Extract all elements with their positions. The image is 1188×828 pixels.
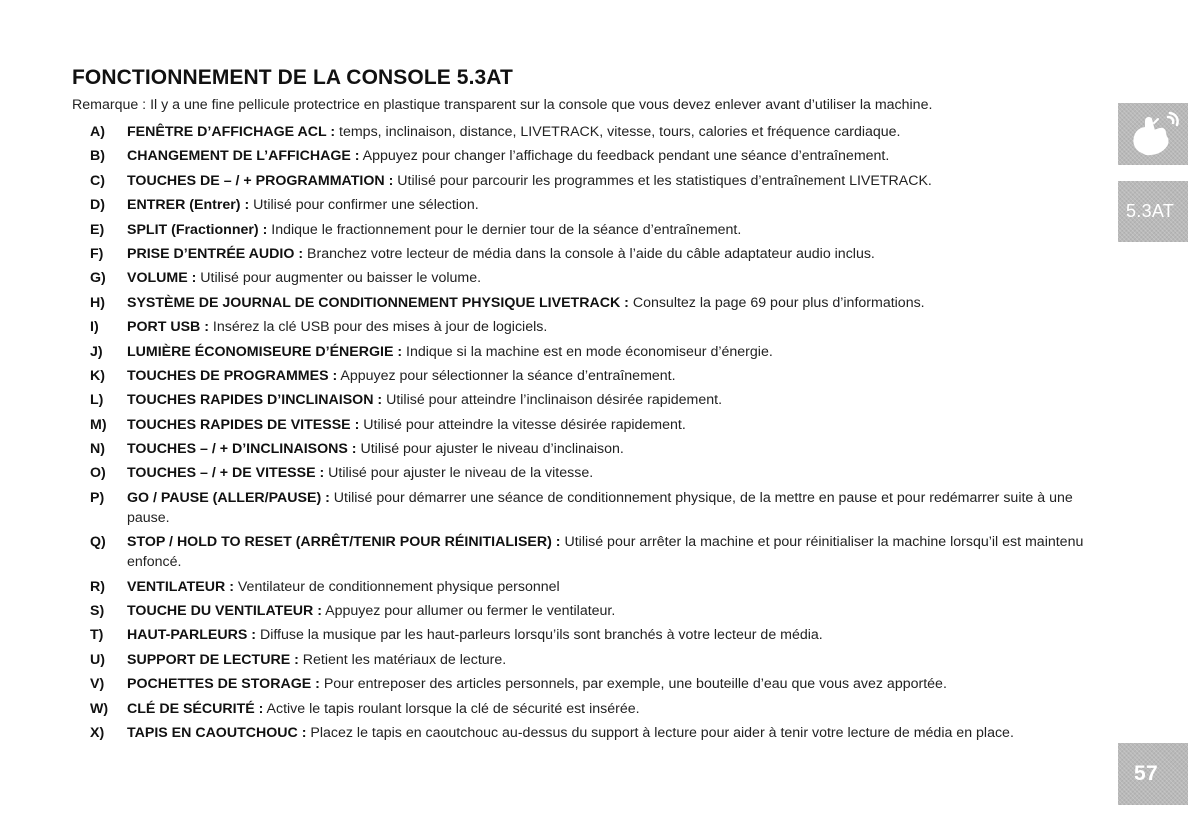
side-tab-model	[1118, 181, 1188, 242]
item-letter: C)	[90, 172, 105, 189]
item-letter: F)	[90, 245, 104, 262]
item-term: GO / PAUSE (ALLER/PAUSE) :	[127, 489, 330, 506]
list-item	[90, 674, 1090, 694]
item-description: Appuyez pour sélectionner la séance d’entraînement.	[337, 367, 676, 384]
list-item	[90, 317, 1090, 337]
list-item	[90, 293, 1090, 313]
item-description: Utilisé pour arrêter la machine et pour réinitialiser la machine lorsqu’il est maintenu enfoncé.	[127, 534, 1084, 571]
item-description: Active le tapis roulant lorsque la clé de sécurité est insérée.	[263, 700, 640, 717]
item-letter: H)	[90, 294, 105, 311]
list-item	[90, 532, 1090, 572]
item-letter: U)	[90, 651, 105, 668]
item-term: TOUCHES RAPIDES DE VITESSE :	[127, 416, 360, 433]
item-letter: B)	[90, 148, 105, 165]
item-term: TOUCHES – / + D’INCLINAISONS :	[127, 441, 357, 458]
side-tab-page-number	[1118, 743, 1188, 805]
item-term: CLÉ DE SÉCURITÉ :	[127, 700, 264, 717]
item-term: TOUCHE DU VENTILATEUR :	[127, 603, 322, 620]
item-term: LUMIÈRE ÉCONOMISEURE D’ÉNERGIE :	[127, 343, 403, 360]
item-letter: X)	[90, 724, 105, 741]
list-item	[90, 625, 1090, 645]
list-item	[90, 415, 1090, 435]
item-term: TOUCHES DE – / + PROGRAMMATION :	[127, 172, 394, 189]
item-description: Consultez la page 69 pour plus d’informations.	[628, 294, 925, 311]
item-letter: S)	[90, 603, 105, 620]
feature-list	[90, 122, 1090, 747]
item-term: SPLIT (Fractionner) :	[127, 221, 268, 238]
item-letter: M)	[90, 416, 107, 433]
item-description: Utilisé pour ajuster le niveau d’inclinaison.	[356, 441, 624, 458]
list-item	[90, 268, 1090, 288]
item-term: FENÊTRE D’AFFICHAGE ACL :	[127, 124, 336, 140]
item-letter: N)	[90, 441, 105, 458]
item-letter: O)	[90, 465, 106, 482]
list-item	[90, 439, 1090, 459]
model-label: 5.3AT	[1126, 201, 1175, 221]
item-letter: I)	[90, 319, 99, 336]
item-term: TAPIS EN CAOUTCHOUC :	[127, 724, 307, 741]
item-description: Indique le fractionnement pour le dernier tour de la séance d’entraînement.	[267, 221, 742, 238]
item-letter: V)	[90, 676, 105, 693]
item-term: ENTRER (Entrer) :	[127, 197, 250, 214]
item-term: STOP / HOLD TO RESET (ARRÊT/TENIR POUR RÉINITIALISER) :	[127, 534, 561, 551]
list-item	[90, 577, 1090, 597]
item-term: SYSTÈME DE JOURNAL DE CONDITIONNEMENT PHYSIQUE LIVETRACK :	[127, 294, 629, 311]
item-letter: D)	[90, 197, 105, 214]
item-term: VOLUME :	[127, 270, 197, 287]
item-letter: R)	[90, 578, 105, 595]
item-term: HAUT-PARLEURS :	[127, 627, 256, 644]
list-item	[90, 171, 1090, 191]
item-description: Utilisé pour parcourir les programmes et les statistiques d’entraînement LIVETRACK.	[393, 172, 932, 189]
list-item	[90, 342, 1090, 362]
item-term: VENTILATEUR :	[127, 578, 234, 595]
page-title: FONCTIONNEMENT DE LA CONSOLE 5.3AT	[72, 66, 513, 89]
item-description: Appuyez pour allumer ou fermer le ventilateur.	[321, 603, 616, 620]
list-item	[90, 366, 1090, 386]
list-item	[90, 122, 1090, 142]
item-description: Utilisé pour atteindre l’inclinaison désirée rapidement.	[382, 392, 723, 409]
list-item	[90, 463, 1090, 483]
note-text: Remarque : Il y a une fine pellicule protectrice en plastique transparent sur la console que vous devez enlever avant d’utiliser la machine.	[72, 97, 933, 113]
item-term: TOUCHES – / + DE VITESSE :	[127, 465, 325, 482]
item-description: Diffuse la musique par les haut-parleurs lorsqu’ils sont branchés à votre lecteur de média.	[256, 627, 823, 644]
item-term: PRISE D’ENTRÉE AUDIO :	[127, 245, 304, 262]
item-letter: J)	[90, 343, 103, 360]
item-description: Insérez la clé USB pour des mises à jour de logiciels.	[208, 319, 548, 336]
list-item	[90, 488, 1090, 528]
item-term: CHANGEMENT DE L’AFFICHAGE :	[127, 148, 360, 165]
item-term: SUPPORT DE LECTURE :	[127, 651, 299, 668]
list-item	[90, 390, 1090, 410]
item-term: TOUCHES DE PROGRAMMES :	[127, 367, 338, 384]
item-term: POCHETTES DE STORAGE :	[127, 676, 320, 693]
item-description: Indique si la machine est en mode économiseur d’énergie.	[402, 343, 773, 360]
item-description: Utilisé pour ajuster le niveau de la vitesse.	[324, 465, 594, 482]
item-description: temps, inclinaison, distance, LIVETRACK, vitesse, tours, calories et fréquence cardiaque.	[335, 124, 901, 140]
list-item	[90, 146, 1090, 166]
item-letter: L)	[90, 392, 104, 409]
item-letter: E)	[90, 221, 105, 238]
item-letter: G)	[90, 270, 106, 287]
item-letter: P)	[90, 489, 105, 506]
item-description: Utilisé pour confirmer une sélection.	[249, 197, 479, 214]
item-term: PORT USB :	[127, 319, 209, 336]
item-description: Utilisé pour augmenter ou baisser le volume.	[196, 270, 482, 287]
item-letter: W)	[90, 700, 109, 717]
item-description: Placez le tapis en caoutchouc au-dessus du support à lecture pour aider à tenir votre lecture de média en place.	[306, 724, 1014, 741]
item-letter: Q)	[90, 534, 106, 551]
item-description: Appuyez pour changer l’affichage du feedback pendant une séance d’entraînement.	[359, 148, 890, 165]
item-description: Retient les matériaux de lecture.	[298, 651, 507, 668]
list-item	[90, 601, 1090, 621]
list-item	[90, 244, 1090, 264]
item-description: Utilisé pour démarrer une séance de conditionnement physique, de la mettre en pause et pour redémarrer suite à une pause.	[127, 489, 1073, 526]
item-description: Utilisé pour atteindre la vitesse désirée rapidement.	[359, 416, 686, 433]
list-item	[90, 220, 1090, 240]
item-description: Branchez votre lecteur de média dans la console à l’aide du câble adaptateur audio inclus.	[303, 245, 875, 262]
item-letter: T)	[90, 627, 104, 644]
hand-pointer-icon	[1124, 107, 1182, 161]
list-item	[90, 699, 1090, 719]
side-tab-icon	[1118, 103, 1188, 165]
item-term: TOUCHES RAPIDES D’INCLINAISON :	[127, 392, 383, 409]
item-description: Pour entreposer des articles personnels, par exemple, une bouteille d’eau que vous avez apportée.	[319, 676, 947, 693]
list-item	[90, 195, 1090, 215]
item-letter: K)	[90, 367, 105, 384]
item-letter: A)	[90, 124, 105, 140]
list-item	[90, 650, 1090, 670]
page-number: 57	[1134, 762, 1158, 785]
item-description: Ventilateur de conditionnement physique personnel	[233, 578, 560, 595]
list-item	[90, 723, 1090, 743]
